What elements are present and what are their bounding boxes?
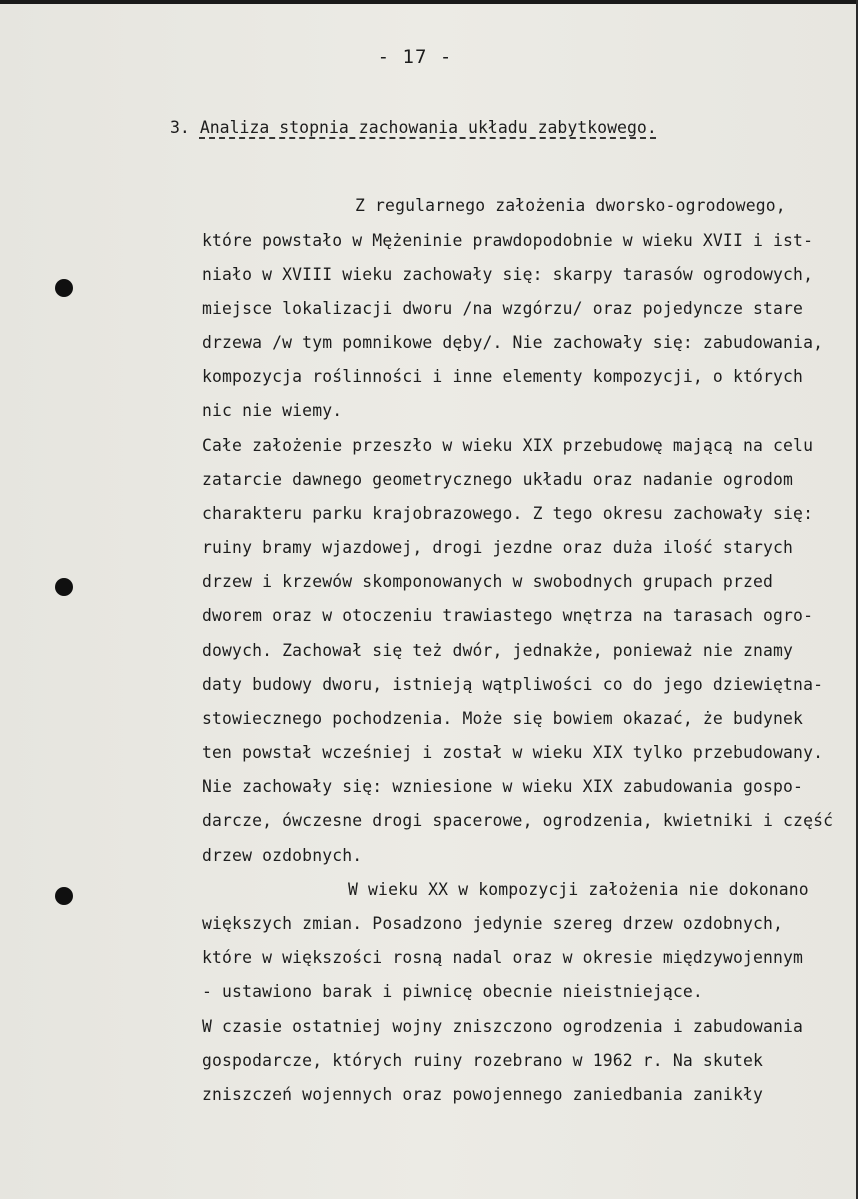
text-line: dowych. Zachował się też dwór, jednakże, ponieważ nie znamy: [202, 641, 794, 660]
text-line: Całe założenie przeszło w wieku XIX przebudowę mającą na celu: [202, 436, 814, 455]
text-line: Nie zachowały się: wzniesione w wieku XIX zabudowania gospo-: [202, 777, 804, 796]
text-line: W wieku XX w kompozycji założenia nie dokonano: [348, 880, 809, 899]
text-line: niało w XVIII wieku zachowały się: skarpy tarasów ogrodowych,: [202, 265, 814, 284]
text-line: drzew ozdobnych.: [202, 846, 363, 865]
punch-hole: [55, 578, 73, 596]
text-line: gospodarcze, których ruiny rozebrano w 1962 r. Na skutek: [202, 1051, 764, 1070]
text-line: ruiny bramy wjazdowej, drogi jezdne oraz duża ilość starych: [202, 538, 794, 557]
text-line: ten powstał wcześniej i został w wieku XIX tylko przebudowany.: [202, 743, 824, 762]
text-line: darcze, ówczesne drogi spacerowe, ogrodzenia, kwietniki i część: [202, 811, 834, 830]
text-line: kompozycja roślinności i inne elementy kompozycji, o których: [202, 367, 804, 386]
text-line: większych zmian. Posadzono jedynie szereg drzew ozdobnych,: [202, 914, 784, 933]
punch-hole: [55, 887, 73, 905]
punch-hole: [55, 279, 73, 297]
section-number: 3.: [170, 118, 190, 137]
text-line: nic nie wiemy.: [202, 401, 343, 420]
text-line: dworem oraz w otoczeniu trawiastego wnętrza na tarasach ogro-: [202, 606, 814, 625]
text-line: które powstało w Mężeninie prawdopodobnie w wieku XVII i ist-: [202, 231, 814, 250]
section-heading: [170, 118, 657, 137]
text-line: miejsce lokalizacji dworu /na wzgórzu/ oraz pojedyncze stare: [202, 299, 804, 318]
text-line: charakteru parku krajobrazowego. Z tego okresu zachowały się:: [202, 504, 814, 523]
text-line: - ustawiono barak i piwnicę obecnie nieistniejące.: [202, 982, 703, 1001]
page-number: - 17 -: [377, 46, 453, 68]
text-line: drzewa /w tym pomnikowe dęby/. Nie zachowały się: zabudowania,: [202, 333, 824, 352]
text-line: Z regularnego założenia dworsko-ogrodowego,: [355, 196, 786, 215]
text-line: daty budowy dworu, istnieją wątpliwości co do jego dziewiętna-: [202, 675, 824, 694]
text-line: drzew i krzewów skomponowanych w swobodnych grupach przed: [202, 572, 774, 591]
scan-top-edge: [0, 0, 858, 4]
text-line: W czasie ostatniej wojny zniszczono ogrodzenia i zabudowania: [202, 1017, 804, 1036]
section-title: Analiza stopnia zachowania układu zabytkowego.: [199, 118, 657, 137]
text-line: które w większości rosną nadal oraz w okresie międzywojennym: [202, 948, 804, 967]
text-line: stowiecznego pochodzenia. Może się bowiem okazać, że budynek: [202, 709, 804, 728]
text-line: zniszczeń wojennych oraz powojennego zaniedbania zanikły: [202, 1085, 764, 1104]
text-line: zatarcie dawnego geometrycznego układu oraz nadanie ogrodom: [202, 470, 794, 489]
